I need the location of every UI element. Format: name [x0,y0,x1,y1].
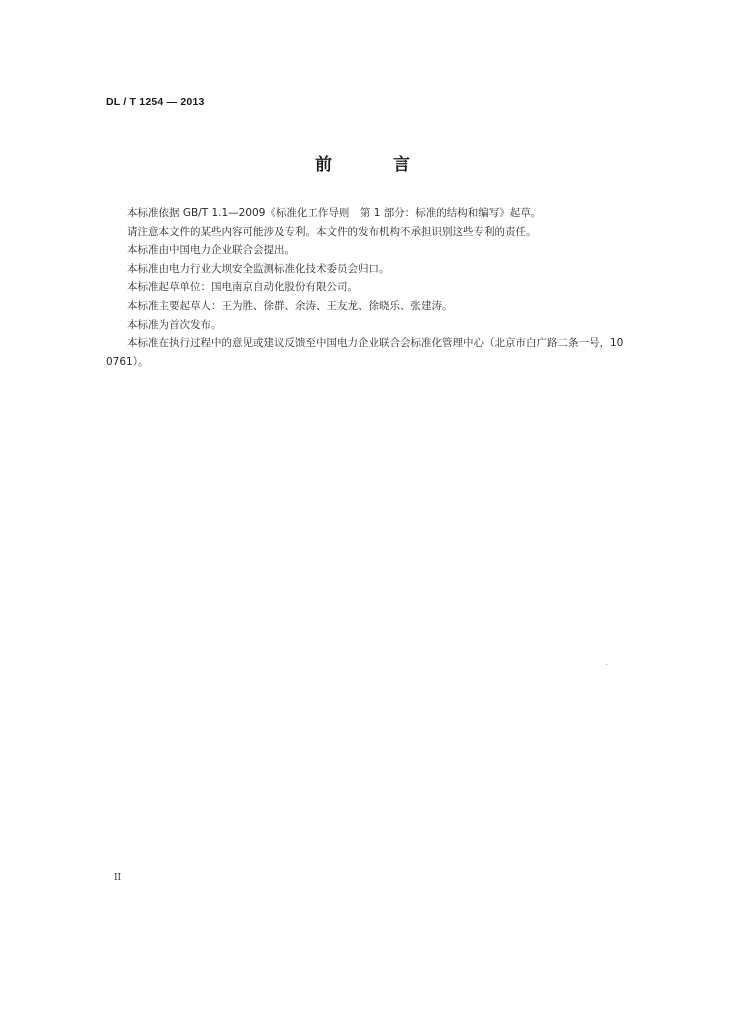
paragraph-drafting-unit: 本标准起草单位：国电南京自动化股份有限公司。 [127,281,358,294]
paragraph-patent-notice: 请注意本文件的某些内容可能涉及专利。本文件的发布机构不承担识别这些专利的责任。 [127,225,537,238]
scan-speck [606,664,607,665]
paragraph-first-release: 本标准为首次发布。 [127,318,222,331]
section-title-foreword: 前 言 [315,155,432,175]
paragraph-drafting-basis: 本标准依据 GB/T 1.1—2009《标准化工作导则 第 1 部分：标准的结构和编写》起草。 [127,207,542,219]
paragraph-feedback: 本标准在执行过程中的意见或建议反馈至中国电力企业联合会标准化管理中心（北京市白广路二条一号，100761）。 [106,337,624,368]
foreword-body [106,204,630,371]
paragraph-drafters: 本标准主要起草人：王为胜、徐群、余涛、王友龙、徐晓乐、张建涛。 [127,299,453,312]
page-number: II [114,873,122,883]
standard-code-header: DL / T 1254 — 2013 [106,96,205,108]
paragraph-proposed-by: 本标准由中国电力企业联合会提出。 [127,244,295,257]
paragraph-managed-by: 本标准由电力行业大坝安全监测标准化技术委员会归口。 [127,262,390,275]
